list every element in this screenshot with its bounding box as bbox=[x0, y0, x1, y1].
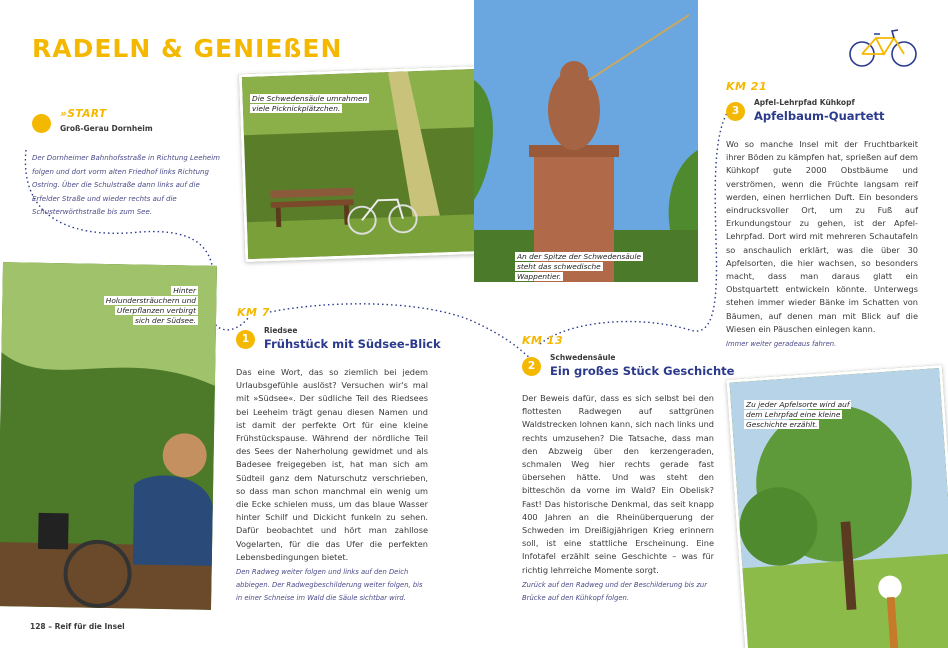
stop2-number-badge: 2 bbox=[522, 357, 541, 376]
start-marker-icon bbox=[32, 114, 51, 133]
stop2-subtitle: Schwedensäule bbox=[550, 353, 616, 362]
stop2-km: KM 13 bbox=[522, 334, 564, 347]
start-label: »START bbox=[60, 108, 107, 120]
stop2-body: Der Beweis dafür, dass es sich selbst bei den flottesten Radwegen auf sattgrünen Waldstrecken lohnen kann, sich nach links und rechts umzusehen? Die Tatsache, dass man den Abzweig über den kerzengeraden, schmalen Weg hier rechts gerade fast übersehen hätte. Und was steht den bitteschön da vorne im Wald? Ein Obelisk? Fast! Das historische Denkmal, das seit knapp 400 Jahren an die Rheinüberquerung der Schweden im Dreißigjährigen Krieg erinnern soll, ist eine stattliche Erscheinung. Eine Infotafel erzählt seine Geschichte – was für richtig lehrreiche Momente sorgt. bbox=[522, 393, 714, 575]
statue-photo bbox=[474, 0, 698, 282]
stop3-km: KM 21 bbox=[726, 80, 768, 93]
stop1-body: Das eine Wort, das so ziemlich bei jedem Urlaubsgefühle auslöst? Versuchen wir's mal mit »Südsee«. Der südliche Teil des Riedsees bei Leeheim trägt genau diesen Namen und ist damit der perfekte Ort für eine kleine Frühstückspause. Während der nördliche Teil des Sees der Naherholung gewidmet und als Badesee freigegeben ist, hat man sich am Südteil ganz dem Naturschutz verschrieben, so dass man schon manchmal ein wenig um die Ecke schielen muss, um das blaue Wasser hinter Schilf und Dickicht funkeln zu sehen. Dafür beobachtet und hört man zahllose Vogelarten, für die das Ufer die perfekten Lebensbedingungen bietet. bbox=[236, 367, 428, 562]
stop3-title: Apfelbaum-Quartett bbox=[754, 109, 885, 123]
stop2-title: Ein großes Stück Geschichte bbox=[550, 364, 735, 378]
orchard-photo-caption: Zu jeder Apfelsorte wird auf dem Lehrpfad eine kleine Geschichte erzählt. bbox=[746, 400, 850, 429]
stop2-directions: Zurück auf den Radweg und der Beschilderung bis zur Brücke auf den Kühkopf folgen. bbox=[522, 581, 708, 602]
page-title: RADELN & GENIEßEN bbox=[32, 34, 343, 63]
start-directions: Der Dornheimer Bahnhofsstraße in Richtung Leeheim folgen und dort vorm alten Friedhof links Richtung Ostring. Über die Schulstraße dann links auf die Erfelder Straße und wieder rechts auf die Schusterwörthstraße bis zum See. bbox=[32, 154, 221, 216]
stop1-directions: Den Radweg weiter folgen und links auf den Deich abbiegen. Der Radwegbeschilderung weiter folgen, bis in einer Schneise im Wald die Säule sichtbar wird. bbox=[236, 568, 423, 602]
stop1-title: Frühstück mit Südsee-Blick bbox=[264, 337, 441, 351]
stop1-number-badge: 1 bbox=[236, 330, 255, 349]
stop1-km: KM 7 bbox=[237, 306, 270, 319]
lake-photo-caption: Hinter Holundersträuchern und Uferpflanzen verbirgt sich der Südsee. bbox=[105, 286, 196, 325]
bench-photo-caption: Die Schwedensäule umrahmen viele Picknickplätzchen. bbox=[252, 94, 368, 113]
statue-photo-caption: An der Spitze der Schwedensäule steht das schwedische Wappentier. bbox=[517, 252, 642, 281]
start-place: Groß-Gerau Dornheim bbox=[60, 124, 153, 133]
page-footer: 128 – Reif für die Insel bbox=[30, 622, 125, 631]
bicycle-icon bbox=[848, 24, 920, 68]
stop3-number-badge: 3 bbox=[726, 102, 745, 121]
stop3-directions: Immer weiter geradeaus fahren. bbox=[726, 340, 837, 348]
stop3-subtitle: Apfel-Lehrpfad Kühkopf bbox=[754, 98, 855, 107]
stop1-subtitle: Riedsee bbox=[264, 326, 298, 335]
stop3-body: Wo so manche Insel mit der Fruchtbarkeit ihrer Böden zu kämpfen hat, sprießen auf dem Kühkopf gute 2000 Obstbäume und verströmen, wenn die Früchte langsam reif werden, einen herrlichen Duft. Ein besonders eindrucksvoller Ort, um zu Fuß auf Erkundungstour zu gehen, ist der Apfel-Lehrpfad. Dort wird mit mehreren Schautafeln so anschaulich erklärt, was die über 30 Apfelsorten, die hier wachsen, so besonders macht, dass man daraus glatt ein Obstquartett entwickeln könnte. Unterwegs stehen immer wieder Bänke im Schatten von Bäumen, auf denen man mit Blick auf die Wiesen ein Päuschen einlegen kann. bbox=[726, 139, 918, 334]
